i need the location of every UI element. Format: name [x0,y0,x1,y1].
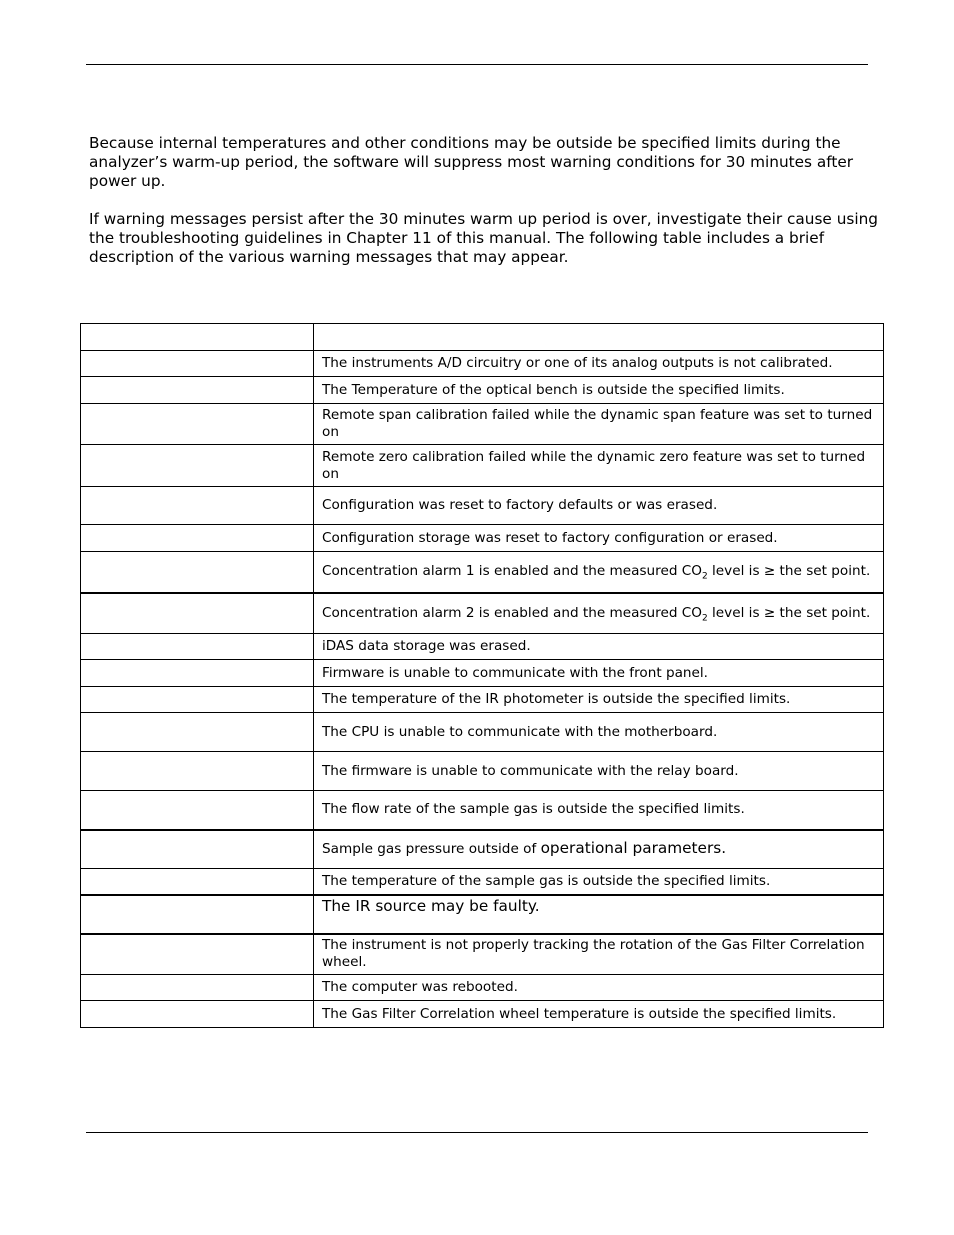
description-cell: The temperature of the sample gas is outside the specified limits. [314,869,884,895]
message-cell [81,634,314,660]
description-text: Concentration alarm 2 is enabled and the measured CO [322,604,702,621]
description-cell: Remote zero calibration failed while the dynamic zero feature was set to turned on [314,445,884,487]
subscript-text: 2 [701,613,708,624]
intro-paragraph-warnings: If warning messages persist after the 30 minutes warm up period is over, investigate their cause using the troubleshooting guidelines in Chapter 11 of this manual. The following table includes a brief description of the various warning messages that may appear. [89,210,879,266]
description-cell: Remote span calibration failed while the dynamic span feature was set to turned on [314,404,884,445]
description-cell: The Gas Filter Correlation wheel temperature is outside the specified limits. [314,1001,884,1028]
description-cell: The instrument is not properly tracking the rotation of the Gas Filter Correlation wheel. [314,934,884,975]
warning-messages-table [80,323,884,1028]
table-row [81,660,884,687]
description-cell: The computer was rebooted. [314,975,884,1001]
table-row [81,351,884,377]
description-cell [314,830,884,869]
footer-rule [86,1132,868,1133]
table-row [81,869,884,895]
description-cell: Configuration was reset to factory defaults or was erased. [314,487,884,525]
header-rule [86,64,868,65]
table-row [81,634,884,660]
table-row [81,791,884,830]
description-cell: The instruments A/D circuitry or one of its analog outputs is not calibrated. [314,351,884,377]
table-header-row [81,324,884,351]
table-row [81,552,884,593]
table-row [81,404,884,445]
description-cell: The temperature of the IR photometer is outside the specified limits. [314,687,884,713]
table-row [81,975,884,1001]
message-cell [81,404,314,445]
message-cell [81,593,314,634]
subscript-text: 2 [701,571,708,582]
message-cell [81,975,314,1001]
description-cell: iDAS data storage was erased. [314,634,884,660]
description-cell: Configuration storage was reset to factory configuration or erased. [314,525,884,552]
table-row [81,687,884,713]
message-cell [81,487,314,525]
description-cell [314,593,884,634]
message-cell [81,660,314,687]
table-row [81,895,884,934]
table-row [81,487,884,525]
message-cell [81,525,314,552]
message-cell [81,934,314,975]
description-cell: Firmware is unable to communicate with the front panel. [314,660,884,687]
message-cell [81,687,314,713]
message-cell [81,445,314,487]
table-row [81,713,884,752]
description-cell: The Temperature of the optical bench is outside the specified limits. [314,377,884,404]
description-cell [314,895,884,934]
table-row [81,593,884,634]
description-text-large: The IR source may be faulty. [322,896,540,915]
header-cell-message [81,324,314,351]
description-text: Sample gas pressure outside of [322,841,541,858]
header-cell-meaning [314,324,884,351]
description-cell [314,552,884,593]
intro-paragraph-warmup: Because internal temperatures and other conditions may be outside be specified limits during the analyzer’s warm-up period, the software will suppress most warning conditions for 30 minutes after power up. [89,134,854,190]
table-row [81,525,884,552]
message-cell [81,791,314,830]
message-cell [81,713,314,752]
description-cell: The CPU is unable to communicate with the motherboard. [314,713,884,752]
description-text: level is ≥ the set point. [707,563,871,580]
table-row [81,752,884,791]
message-cell [81,552,314,593]
message-cell [81,869,314,895]
message-cell [81,351,314,377]
description-cell: The firmware is unable to communicate with the relay board. [314,752,884,791]
message-cell [81,830,314,869]
description-cell: The flow rate of the sample gas is outside the specified limits. [314,791,884,830]
message-cell [81,752,314,791]
table-row [81,1001,884,1028]
message-cell [81,895,314,934]
description-text: level is ≥ the set point. [707,604,871,621]
table-row [81,830,884,869]
description-text-large: operational parameters. [540,839,727,858]
table-row [81,934,884,975]
message-cell [81,377,314,404]
description-text: Concentration alarm 1 is enabled and the measured CO [322,563,702,580]
table-row [81,445,884,487]
message-cell [81,1001,314,1028]
table-row [81,377,884,404]
